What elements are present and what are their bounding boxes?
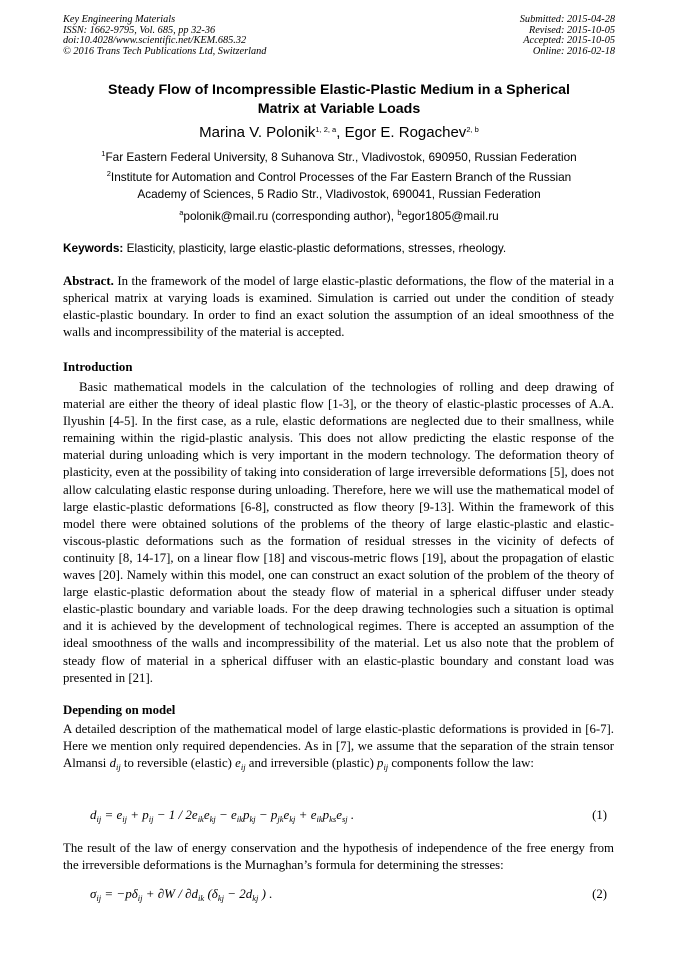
equation-subscript: ij bbox=[137, 893, 143, 903]
issn-volume: ISSN: 1662-9795, Vol. 685, pp 32-36 bbox=[63, 24, 216, 36]
introduction-paragraph: Basic mathematical models in the calculation of the technologies of rolling and deep drawing of material are either the theory of ideal plastic flow [1-3], or the theory of elastic-plastic processes of A.A. Ilyushin [4-5]. In the first case, as a rule, elastic deformations are neglected due to their smallness, while remaining within the rigid-plastic analysis. This does not allow predicting the elastic response of the material during unloading which is very important in the modern technology. The deformation theory of plasticity, even at the possibility of taking into consideration of large irreversible deformations [5], does not allow calculating elastic response during unloading. Therefore, here we will use the mathematical model of large elastic-plastic deformations [6-8], constructed as flow theory [9-13]. Within the framework of this model there were obtained solutions of the problems of the theory of large elastic-plastic and elastic-viscous-plastic deformations such as the formation of residual stresses in the vicinity of defects of continuity [8, 14-17], on a linear flow [18] and viscous-metric flows [19], about the propagation of elastic waves [20]. Namely within this model, one can construct an exact solution of the problem of the theory of large elastic-plastic deformation about the steady flow of material in a spherical diffuser under steady elastic-plastic boundary and variable loads. For the deep drawing technologies such a situation is optimal and it is achieved by the development of technological regimes. There is accepted an assumption of the ideal smoothness of the walls and incompressibility of the material. Let us also note that the problem of steady flow of material in a spherical diffuser with an elastic-plastic boundary and constant load was presented in [21]. bbox=[63, 380, 614, 685]
abstract bbox=[63, 273, 614, 341]
equation-1-number: (1) bbox=[592, 808, 607, 822]
equation-term: . bbox=[347, 807, 355, 822]
equation-term: e bbox=[203, 807, 210, 822]
equation-term: + p bbox=[127, 807, 149, 822]
author-1-superscript: 1, 2, a bbox=[315, 125, 337, 134]
equation-term: = e bbox=[101, 807, 123, 822]
affiliation-2-line-1: Institute for Automation and Control Processes of the Far Eastern Branch of the Russian bbox=[110, 170, 572, 184]
doi: doi:10.4028/www.scientific.net/KEM.685.32 bbox=[63, 35, 247, 47]
equation-term: e bbox=[283, 807, 290, 822]
affiliation-1 bbox=[63, 149, 615, 166]
equation-subscript: kj bbox=[249, 814, 256, 824]
equation-subscript: sj bbox=[341, 814, 348, 824]
author-emails bbox=[63, 208, 615, 225]
model-paragraph-2: The result of the law of energy conservation and the hypothesis of independence of the free energy from the irreversible deformations is the Murnaghan’s formula for determining the stresses: bbox=[63, 841, 614, 873]
affiliation-2-superscript: 2 bbox=[106, 169, 111, 178]
keywords-label: Keywords: bbox=[63, 241, 124, 255]
author-2-name: Egor E. Rogachev bbox=[344, 124, 467, 141]
title-line-1: Steady Flow of Incompressible Elastic-Plastic Medium in a Spherical bbox=[107, 82, 570, 98]
email-b-superscript: b bbox=[397, 208, 402, 217]
equation-subscript: ij bbox=[96, 893, 102, 903]
paper-title bbox=[63, 81, 615, 118]
equation-subscript: kj bbox=[289, 814, 296, 824]
equation-term: ) . bbox=[258, 886, 273, 901]
equation-term: σ bbox=[90, 886, 97, 901]
equation-subscript: ij bbox=[96, 814, 102, 824]
revised-date: Revised: 2015-10-05 bbox=[528, 24, 615, 36]
equation-term: d bbox=[90, 807, 97, 822]
affiliation-1-superscript: 1 bbox=[101, 149, 106, 158]
email-a-superscript: a bbox=[179, 208, 184, 217]
symbol-d-ij: $d_{ij}$ bbox=[109, 756, 121, 773]
accepted-date: Accepted: 2015-10-05 bbox=[523, 35, 615, 47]
equation-term: = −pδ bbox=[101, 886, 138, 901]
online-date: Online: 2016-02-18 bbox=[532, 45, 615, 57]
equation-term: − 2d bbox=[223, 886, 253, 901]
symbol-e-ij: $e_{ij}$ bbox=[235, 756, 246, 773]
journal-header-left bbox=[63, 15, 266, 57]
equation-subscript: ij bbox=[122, 814, 128, 824]
equation-subscript: kj bbox=[252, 893, 259, 903]
symbol-p-ij: $p_{ij}$ bbox=[377, 756, 389, 773]
email-b: egor1805@mail.ru bbox=[401, 209, 499, 223]
affiliation-2-line-2: Academy of Sciences, 5 Radio Str., Vladivostok, 690041, Russian Federation bbox=[137, 186, 541, 201]
equation-subscript: jk bbox=[277, 814, 284, 824]
equation-1 bbox=[90, 807, 354, 823]
equation-subscript: kj bbox=[217, 893, 224, 903]
equation-term: + e bbox=[295, 807, 317, 822]
equation-2-number: (2) bbox=[592, 887, 607, 901]
title-line-2: Matrix at Variable Loads bbox=[257, 100, 421, 117]
equation-term: − p bbox=[255, 807, 278, 822]
author-2-superscript: 2, b bbox=[466, 125, 479, 134]
abstract-label: Abstract. bbox=[63, 274, 114, 288]
affiliation-1-text: Far Eastern Federal University, 8 Suhanova Str., Vladivostok, 690950, Russian Federation bbox=[105, 150, 577, 164]
equation-term: (δ bbox=[204, 886, 218, 901]
model-paragraph-1: A detailed description of the mathematical model of large elastic-plastic deformations is provided in [6-7]. Here we mention only required dependencies. As in [7], we assume that the separation of the strain tensor Almansi $d_{ij}$ to reversible (elastic) $e_{ij}$ and irreversible (plastic) $p_{ij}$ components follow the law: bbox=[63, 722, 614, 773]
email-a: polonik@mail.ru (corresponding author), bbox=[183, 209, 398, 223]
model-heading: Depending on model bbox=[63, 703, 176, 717]
equation-term: − 1 / 2e bbox=[153, 807, 198, 822]
author-1-name: Marina V. Polonik bbox=[199, 124, 316, 141]
author-separator: , bbox=[336, 124, 345, 141]
equation-subscript: ik bbox=[197, 814, 204, 824]
equation-term: e bbox=[336, 807, 342, 822]
introduction-heading: Introduction bbox=[63, 360, 133, 374]
equation-subscript: ik bbox=[236, 814, 243, 824]
journal-header-right bbox=[520, 15, 615, 57]
equation-subscript: ks bbox=[329, 814, 337, 824]
equation-term: p bbox=[322, 807, 330, 822]
copyright: © 2016 Trans Tech Publications Ltd, Switzerland bbox=[63, 45, 267, 57]
equation-term: p bbox=[242, 807, 250, 822]
abstract-text: In the framework of the model of large elastic-plastic deformations, the flow of the material in a spherical matrix at varying loads is examined. Simulation is carried out under the condition of steady elastic-plastic boundary. In order to find an exact solution the assumption of an ideal smoothness of the walls and incompressibility of the material is accepted. bbox=[63, 274, 614, 340]
keywords-text: Elasticity, plasticity, large elastic-plastic deformations, stresses, rheology. bbox=[123, 241, 507, 255]
equation-subscript: kj bbox=[209, 814, 216, 824]
journal-name: Key Engineering Materials bbox=[63, 14, 176, 25]
affiliation-2 bbox=[63, 169, 615, 202]
keywords bbox=[63, 240, 615, 257]
equation-term: + ∂W / ∂d bbox=[142, 886, 199, 901]
equation-2 bbox=[90, 886, 272, 902]
author-list bbox=[63, 123, 615, 143]
equation-subscript: ij bbox=[148, 814, 154, 824]
equation-term: − e bbox=[215, 807, 237, 822]
equation-subscript: ik bbox=[198, 893, 205, 903]
submitted-date: Submitted: 2015-04-28 bbox=[519, 14, 615, 25]
equation-subscript: ik bbox=[316, 814, 323, 824]
